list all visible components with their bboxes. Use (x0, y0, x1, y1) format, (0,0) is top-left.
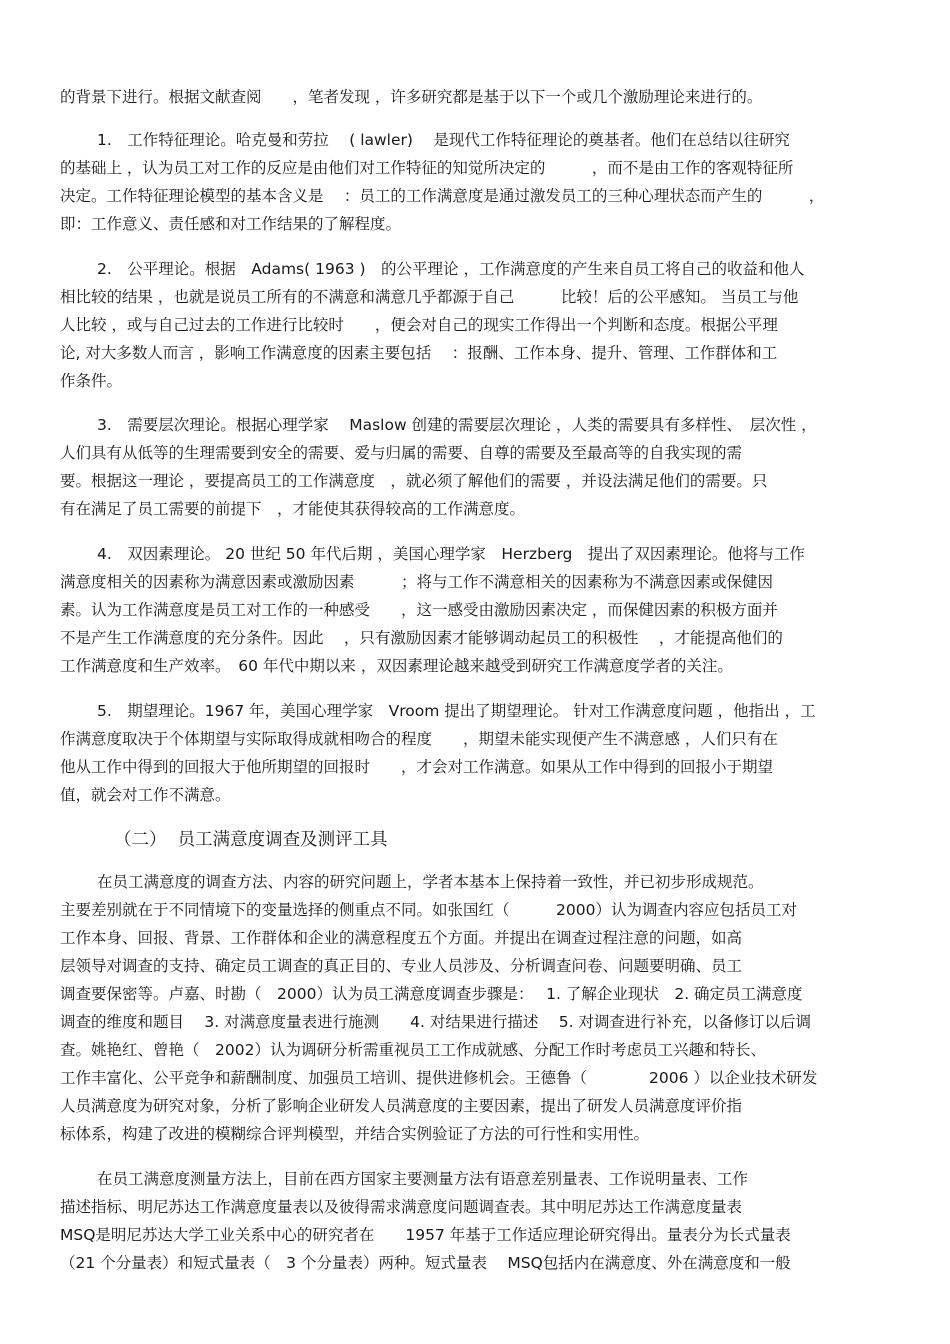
text-line: 即：工作意义、责任感和对工作结果的了解程度。 (60, 215, 402, 233)
text-line: 人比较 ，或与自己过去的工作进行比较时 ，便会对自己的现实工作得出一个判断和态度。根据公平理 (60, 316, 778, 334)
text-line: 人们具有从低等的生理需要到安全的需要、爱与归属的需要、自尊的需要及至最高等的自我实现的需 (60, 444, 743, 462)
text-line: 决定。工作特征理论模型的基本含义是 ：员工的工作满意度是通过激发员工的三种心理状态而产生的 ， (60, 187, 825, 205)
text-line: 的基础上 ，认为员工对工作的反应是由他们对工作特征的知觉所决定的 ，而不是由工作的客观特征所 (60, 159, 794, 177)
text-line: 满意度相关的因素称为满意因素或激励因素 ；将与工作不满意相关的因素称为不满意因素或保健因 (60, 573, 774, 591)
text-line: 1. 工作特征理论。哈克曼和劳拉 ( lawler) 是现代工作特征理论的奠基者。他们在总结以往研究 (97, 131, 790, 149)
text-line: 他从工作中得到的回报大于他所期望的回报时 ，才会对工作满意。如果从工作中得到的回报小于期望 (60, 758, 774, 776)
text-line: 层领导对调查的支持、确定员工调查的真正目的、专业人员涉及、分析调查问卷、问题要明确、员工 (60, 957, 743, 975)
text-line: 主要差别就在于不同情境下的变量选择的侧重点不同。如张国红（ 2000）认为调查内容应包括员工对 (60, 901, 797, 919)
text-line: 要。根据这一理论 ，要提高员工的工作满意度 ，就必须了解他们的需要 ，并设法满足他们的需要。只 (60, 472, 768, 490)
text-line: 作满意度取决于个体期望与实际取得成就相吻合的程度 ，期望未能实现便产生不满意感 ，人们只有在 (60, 730, 778, 748)
text-line: 标体系，构建了改进的模糊综合评判模型，并结合实例验证了方法的可行性和实用性。 (60, 1125, 650, 1143)
text-line: 值，就会对工作不满意。 (60, 786, 231, 804)
text-line: 有在满足了员工需要的前提下 ，才能使其获得较高的工作满意度。 (60, 500, 526, 518)
text-line: 调查的维度和题目 3. 对满意度量表进行施测 4. 对结果进行描述 5. 对调查进行补充，以备修订以后调 (60, 1013, 812, 1031)
text-line: 描述指标、明尼苏达工作满意度量表以及彼得需求满意度问题调查表。其中明尼苏达工作满意度量表 (60, 1198, 743, 1216)
text-line: 调查要保密等。卢嘉、时勘（ 2000）认为员工满意度调查步骤是： 1. 了解企业现状 2. 确定员工满意度 (60, 985, 803, 1003)
text-line: 不是产生工作满意度的充分条件。因此 ，只有激励因素才能够调动起员工的积极性 ，才能提高他们的 (60, 629, 783, 647)
text-line: 人员满意度为研究对象，分析了影响企业研发人员满意度的主要因素，提出了研发人员满意度评价指 (60, 1097, 743, 1115)
text-line: 相比较的结果 ，也就是说员工所有的不满意和满意几乎都源于自己 比较！后的公平感知。 当员工与他 (60, 288, 799, 306)
text-line: 在员工满意度测量方法上，目前在西方国家主要测量方法有语意差别量表、工作说明量表、工作 (97, 1170, 749, 1188)
text-line: 查。姚艳红、曾艳（ 2002）认为调研分析需重视员工工作成就感、分配工作时考虑员工兴趣和特长、 (60, 1041, 766, 1059)
section-heading: （二） 员工满意度调查及测评工具 (114, 830, 388, 850)
text-line: 工作丰富化、公平竞争和薪酬制度、加强员工培训、提供进修机会。王德鲁（ 2006 ）以企业技术研发 (60, 1069, 818, 1087)
text-line: 3. 需要层次理论。根据心理学家 Maslow 创建的需要层次理论 ，人类的需要具有多样性、 层次性 ， (97, 416, 817, 434)
text-line: 工作满意度和生产效率。 60 年代中期以来 ，双因素理论越来越受到研究工作满意度学者的关注。 (60, 657, 733, 675)
text-line: 的背景下进行。根据文献查阅 ，笔者发现 ，许多研究都是基于以下一个或几个激励理论来进行的。 (60, 88, 763, 106)
text-line: 素。认为工作满意度是员工对工作的一种感受 ，这一感受由激励因素决定 ，而保健因素的积极方面并 (60, 601, 778, 619)
text-line: 工作本身、回报、背景、工作群体和企业的满意程度五个方面。并提出在调查过程注意的问题，如高 (60, 929, 743, 947)
text-line: 在员工满意度的调查方法、内容的研究问题上，学者本基本上保持着一致性，并已初步形成规范。 (97, 873, 764, 891)
text-line: 5. 期望理论。1967 年，美国心理学家 Vroom 提出了期望理论。 针对工作满意度问题 ，他指出 ，工 (97, 702, 816, 720)
text-line: 4. 双因素理论。 20 世纪 50 年代后期 ，美国心理学家 Herzberg 提出了双因素理论。他将与工作 (97, 545, 805, 563)
text-line: （21 个分量表）和短式量表（ 3 个分量表）两种。短式量表 MSQ包括内在满意度、外在满意度和一般 (60, 1254, 791, 1272)
text-line: MSQ是明尼苏达大学工业关系中心的研究者在 1957 年基于工作适应理论研究得出。量表分为长式量表 (60, 1226, 791, 1244)
text-line: 2. 公平理论。根据 Adams( 1963 ) 的公平理论 ，工作满意度的产生来自员工将自己的收益和他人 (97, 260, 805, 278)
text-line: 论, 对大多数人而言 ，影响工作满意度的因素主要包括 ：报酬、工作本身、提升、管理、工作群体和工 (60, 344, 778, 362)
text-line: 作条件。 (60, 372, 123, 390)
